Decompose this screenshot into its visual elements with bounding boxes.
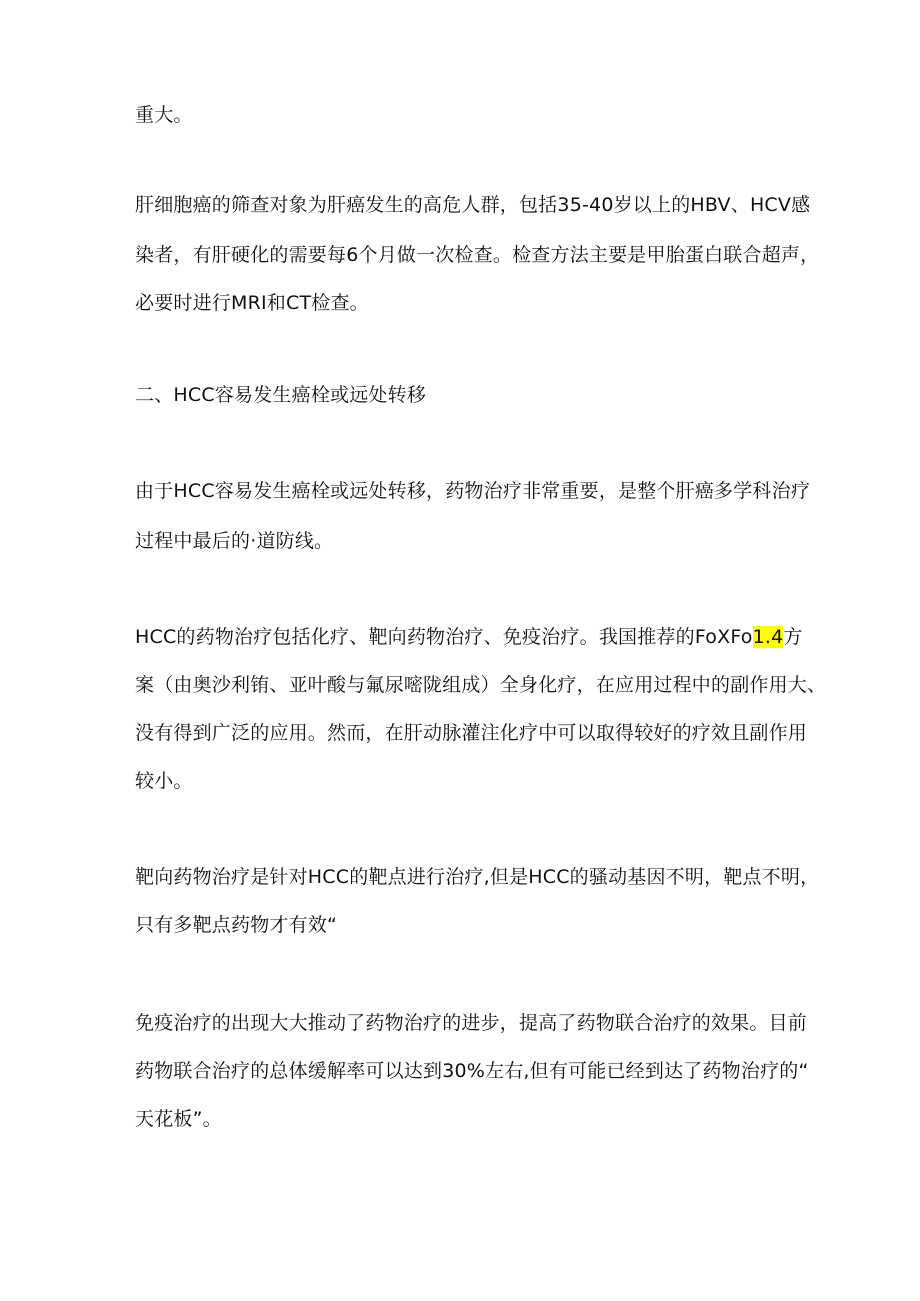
text-span: 方 xyxy=(783,626,803,648)
paragraph-line: 免疫治疗的出现大大推动了药物治疗的进步，提高了药物联合治疗的效果。目前 xyxy=(135,1012,808,1034)
paragraph-line: 靶向药物治疗是针对HCC的靶点进行治疗,但是HCC的骚动基因不明，靶点不明， xyxy=(135,866,820,888)
highlighted-text: 1.4 xyxy=(752,626,784,648)
paragraph-line: 由于HCC容易发生癌栓或远处转移，药物治疗非常重要，是整个肝癌多学科治疗 xyxy=(135,480,811,502)
text-span: HCC的药物治疗包括化疗、靶向药物治疗、免疫治疗。我国推荐的FoXFo xyxy=(135,626,753,648)
paragraph-line: 过程中最后的·道防线。 xyxy=(135,530,334,552)
paragraph-line: 案（由奥沙利铕、亚叶酸与氟尿嘧陇组成）全身化疗，在应用过程中的副作用大、 xyxy=(135,674,827,696)
paragraph-line: 染者，有肝硬化的需要每6个月做一次检查。检查方法主要是甲胎蛋白联合超声， xyxy=(135,244,820,266)
paragraph-line: 肝细胞癌的筛查对象为肝癌发生的高危人群，包括35-40岁以上的HBV、HCV感 xyxy=(135,194,811,216)
section-heading: 二、HCC容易发生癌栓或远处转移 xyxy=(135,384,427,406)
paragraph-line: 较小。 xyxy=(135,770,193,792)
paragraph-line: 天花板”。 xyxy=(135,1108,222,1130)
paragraph-line: 重大。 xyxy=(135,104,193,126)
paragraph-line: 药物联合治疗的总体缓解率可以达到30%左右,但有可能已经到达了药物治疗的“ xyxy=(135,1060,809,1082)
paragraph-line: 没有得到广泛的应用。然而，在肝动脉灌注化疗中可以取得较好的疗效且副作用 xyxy=(135,722,808,744)
paragraph-line: 必要时进行MRI和CT检查。 xyxy=(135,292,369,314)
paragraph-line: 只有多靶点药物才有效“ xyxy=(135,914,338,936)
paragraph-line xyxy=(135,624,803,650)
